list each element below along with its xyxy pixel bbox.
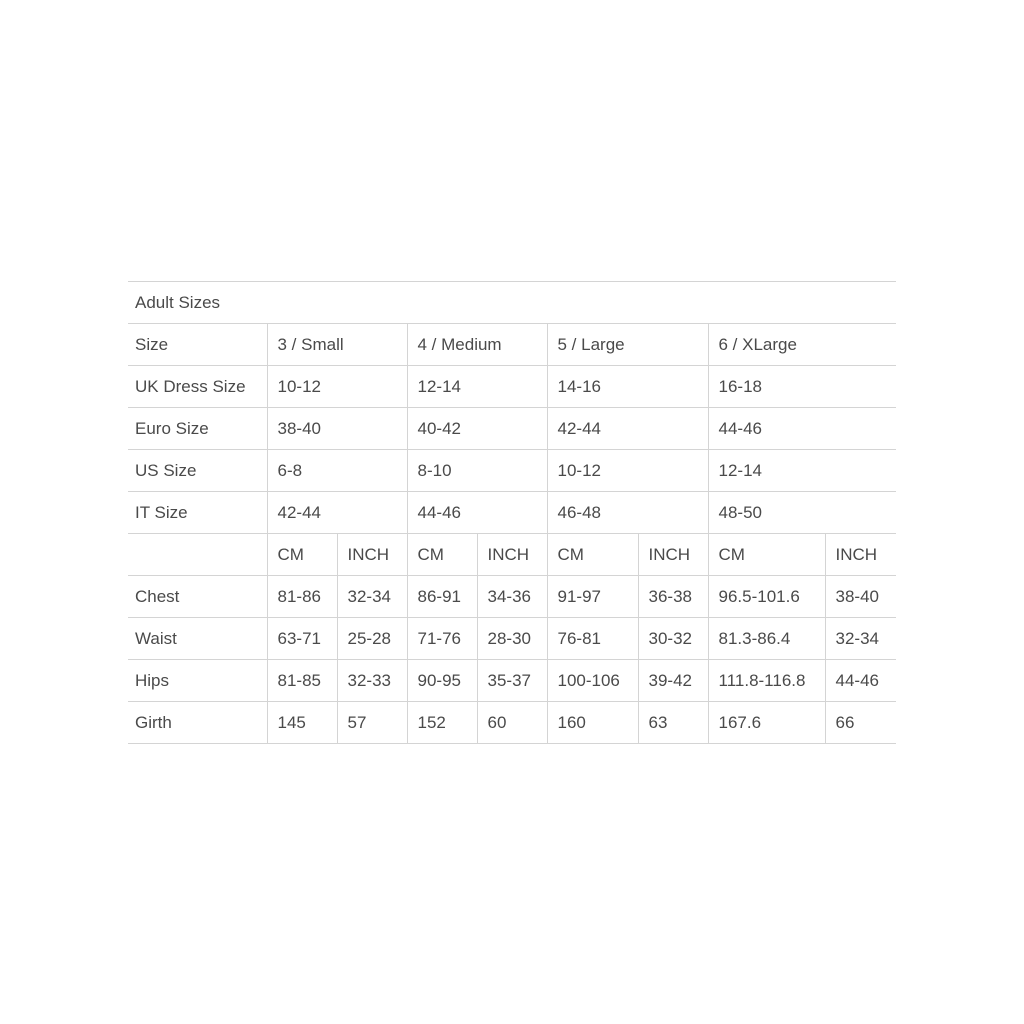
row-label: Waist	[128, 618, 267, 660]
conversion-row-it	[128, 492, 896, 534]
table-cell: 14-16	[547, 366, 708, 408]
table-cell: 30-32	[638, 618, 708, 660]
unit-header-cm: CM	[407, 534, 477, 576]
size-chart-table	[128, 281, 896, 744]
table-cell: 42-44	[267, 492, 407, 534]
table-cell: 145	[267, 702, 337, 744]
table-cell: 38-40	[267, 408, 407, 450]
table-cell: 42-44	[547, 408, 708, 450]
table-cell: 44-46	[407, 492, 547, 534]
table-cell: 63-71	[267, 618, 337, 660]
row-label: Size	[128, 324, 267, 366]
row-label: US Size	[128, 450, 267, 492]
table-cell: 8-10	[407, 450, 547, 492]
size-row	[128, 324, 896, 366]
table-cell: 63	[638, 702, 708, 744]
table-cell: 36-38	[638, 576, 708, 618]
row-label: IT Size	[128, 492, 267, 534]
unit-header-inch: INCH	[825, 534, 896, 576]
table-cell: 71-76	[407, 618, 477, 660]
table-cell: 28-30	[477, 618, 547, 660]
table-cell: 90-95	[407, 660, 477, 702]
table-cell: 12-14	[407, 366, 547, 408]
unit-header-inch: INCH	[337, 534, 407, 576]
table-cell: 66	[825, 702, 896, 744]
unit-header-cm: CM	[547, 534, 638, 576]
size-cell-medium: 4 / Medium	[407, 324, 547, 366]
units-row	[128, 534, 896, 576]
table-cell: 60	[477, 702, 547, 744]
table-cell: 91-97	[547, 576, 638, 618]
size-cell-xlarge: 6 / XLarge	[708, 324, 896, 366]
table-cell: 167.6	[708, 702, 825, 744]
table-cell: 76-81	[547, 618, 638, 660]
row-label: Euro Size	[128, 408, 267, 450]
unit-header-inch: INCH	[638, 534, 708, 576]
conversion-row-uk	[128, 366, 896, 408]
table-cell: 48-50	[708, 492, 896, 534]
row-label: Girth	[128, 702, 267, 744]
table-title: Adult Sizes	[128, 282, 896, 324]
size-cell-small: 3 / Small	[267, 324, 407, 366]
table-cell: 32-34	[337, 576, 407, 618]
unit-header-inch: INCH	[477, 534, 547, 576]
size-cell-large: 5 / Large	[547, 324, 708, 366]
table-cell: 35-37	[477, 660, 547, 702]
table-cell: 40-42	[407, 408, 547, 450]
measurement-row-hips	[128, 660, 896, 702]
table-cell: 39-42	[638, 660, 708, 702]
table-cell: 10-12	[547, 450, 708, 492]
table-cell: 100-106	[547, 660, 638, 702]
unit-header-cm: CM	[708, 534, 825, 576]
table-cell: 12-14	[708, 450, 896, 492]
table-cell: 81-85	[267, 660, 337, 702]
table-cell: 32-34	[825, 618, 896, 660]
table-cell: 160	[547, 702, 638, 744]
table-cell: 152	[407, 702, 477, 744]
conversion-row-us	[128, 450, 896, 492]
table-cell: 86-91	[407, 576, 477, 618]
table-cell: 44-46	[825, 660, 896, 702]
table-cell: 25-28	[337, 618, 407, 660]
row-label: Chest	[128, 576, 267, 618]
table-cell: 96.5-101.6	[708, 576, 825, 618]
table-cell: 34-36	[477, 576, 547, 618]
table-cell: 6-8	[267, 450, 407, 492]
table-cell: 32-33	[337, 660, 407, 702]
conversion-row-euro	[128, 408, 896, 450]
table-cell: 81-86	[267, 576, 337, 618]
row-label: UK Dress Size	[128, 366, 267, 408]
table-cell: 16-18	[708, 366, 896, 408]
table-cell: 57	[337, 702, 407, 744]
row-label: Hips	[128, 660, 267, 702]
measurement-row-girth	[128, 702, 896, 744]
table-cell: 38-40	[825, 576, 896, 618]
table-cell: 44-46	[708, 408, 896, 450]
table-cell: 10-12	[267, 366, 407, 408]
measurement-row-chest	[128, 576, 896, 618]
table-cell: 81.3-86.4	[708, 618, 825, 660]
measurement-row-waist	[128, 618, 896, 660]
table-cell: 111.8-116.8	[708, 660, 825, 702]
table-cell: 46-48	[547, 492, 708, 534]
unit-header-cm: CM	[267, 534, 337, 576]
row-label	[128, 534, 267, 576]
title-row	[128, 282, 896, 324]
